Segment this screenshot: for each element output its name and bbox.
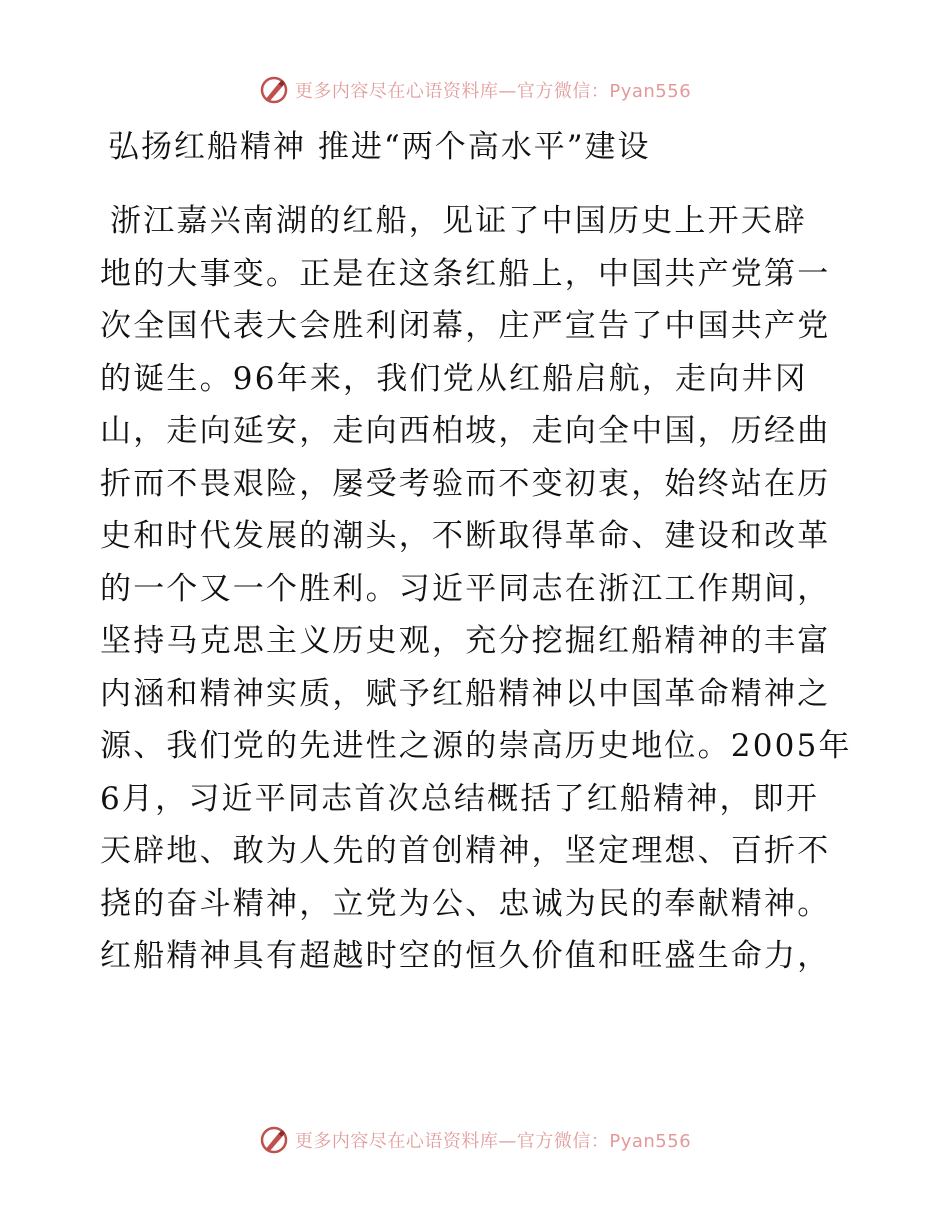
footer-watermark xyxy=(0,1120,950,1160)
body-line: 源、我们党的先进性之源的崇高历史地位。2005年 xyxy=(100,728,852,764)
body-line: 天辟地、敢为人先的首创精神，坚定理想、百折不 xyxy=(100,833,831,869)
body-line: 红船精神具有超越时空的恒久价值和旺盛生命力， xyxy=(100,938,831,974)
body-line: 的诞生。96年来，我们党从红船启航，走向井冈 xyxy=(100,360,808,397)
document-title: 弘扬红船精神 推进“两个高水平”建设 xyxy=(108,129,651,165)
pen-logo-icon xyxy=(259,1125,289,1155)
document-body xyxy=(100,195,860,983)
body-line: 6月，习近平同志首次总结概括了红船精神，即开 xyxy=(100,780,820,817)
body-line: 内涵和精神实质，赋予红船精神以中国革命精神之 xyxy=(100,675,831,712)
body-line: 的一个又一个胜利。习近平同志在浙江工作期间， xyxy=(100,570,831,607)
body-line: 地的大事变。正是在这条红船上，中国共产党第一 xyxy=(100,255,831,292)
body-line: 坚持马克思主义历史观，充分挖掘红船精神的丰富 xyxy=(100,623,831,659)
body-line: 折而不畏艰险，屡受考验而不变初衷，始终站在历 xyxy=(100,465,831,502)
body-line: 次全国代表大会胜利闭幕，庄严宣告了中国共产党 xyxy=(100,308,831,344)
watermark-text: 更多内容尽在心语资料库—官方微信：Pyan556 xyxy=(294,81,692,102)
watermark-text: 更多内容尽在心语资料库—官方微信：Pyan556 xyxy=(294,1131,692,1152)
header-watermark xyxy=(0,70,950,110)
pen-logo-icon xyxy=(259,75,289,105)
body-line: 浙江嘉兴南湖的红船，见证了中国历史上开天辟 xyxy=(110,203,808,239)
body-line: 挠的奋斗精神，立党为公、忠诚为民的奉献精神。 xyxy=(100,885,831,922)
body-line: 史和时代发展的潮头，不断取得革命、建设和改革 xyxy=(100,518,831,554)
body-line: 山，走向延安，走向西柏坡，走向全中国，历经曲 xyxy=(100,413,831,449)
